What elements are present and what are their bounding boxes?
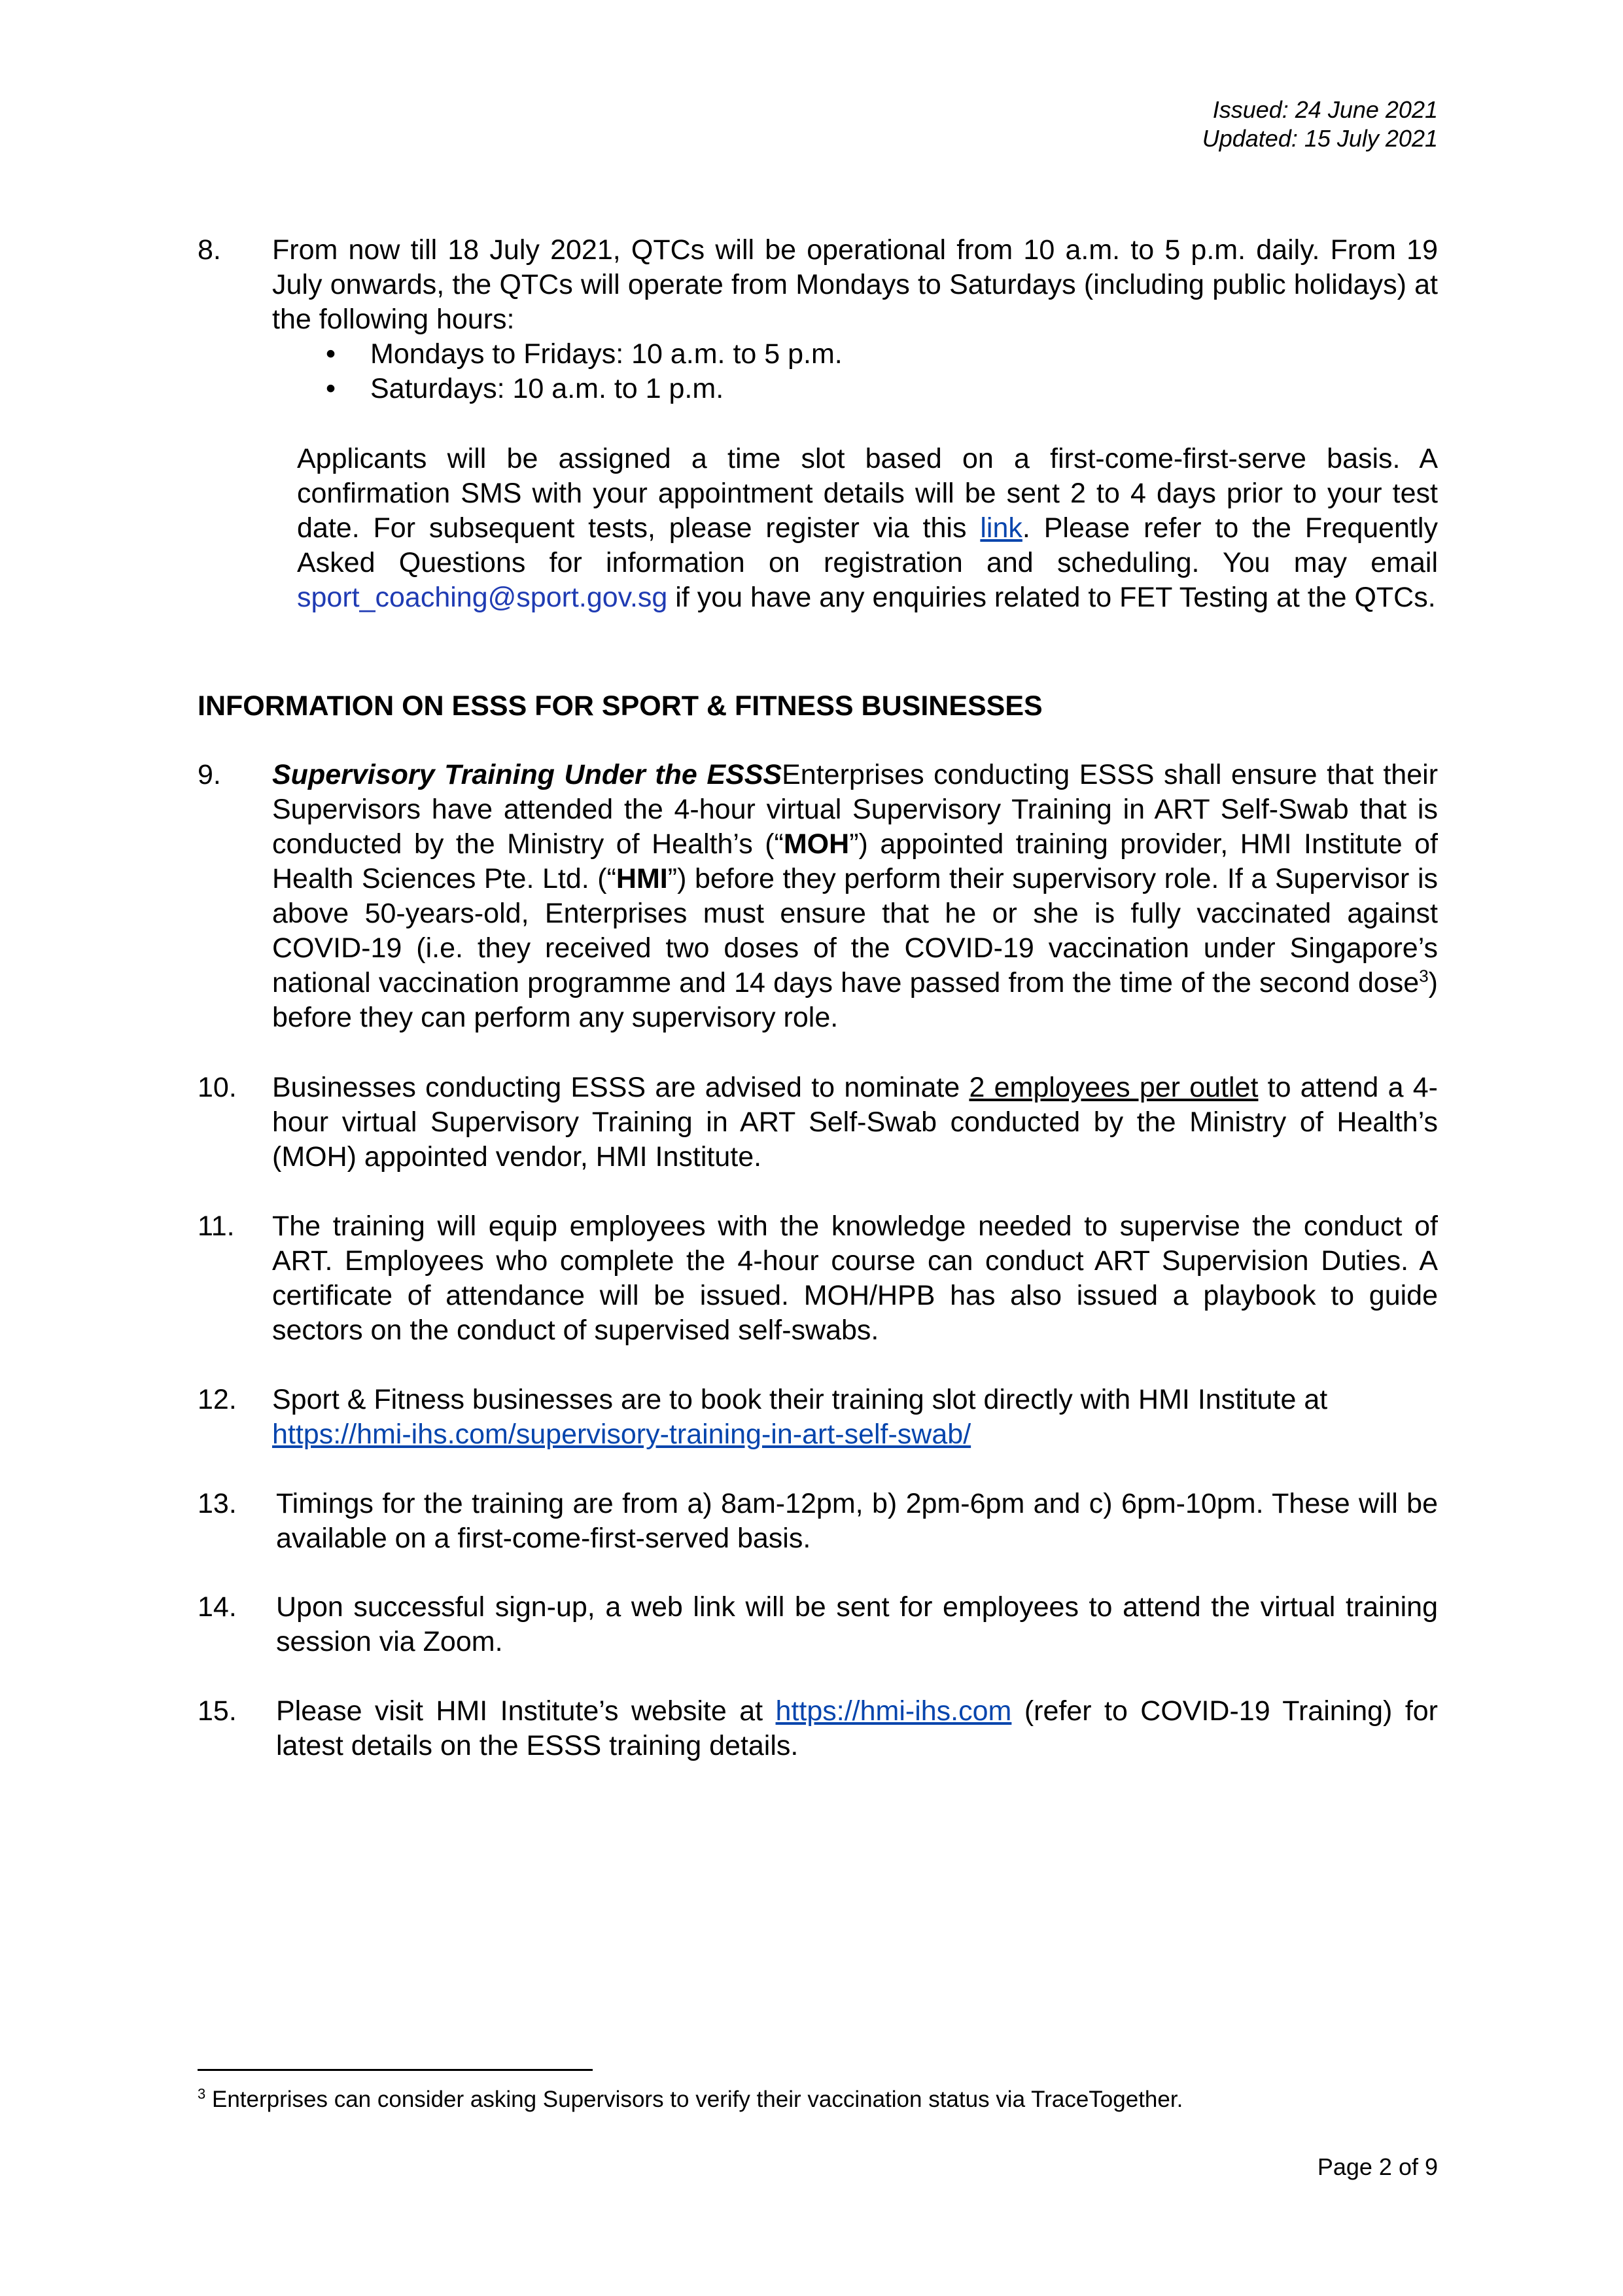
- paragraph-body: Please visit HMI Institute’s website at https://hmi-ihs.com (refer to COVID-19 Training) for latest details on the ESSS training details.: [276, 1695, 1438, 1761]
- paragraph-body: Sport & Fitness businesses are to book their training slot directly with HMI Institute at https://hmi-ihs.com/supervisory-training-in-art-self-swab/: [272, 1384, 1328, 1450]
- bullet-icon: •: [326, 338, 336, 370]
- paragraph-body: Businesses conducting ESSS are advised to nominate 2 employees per outlet to attend a 4-hour virtual Supervisory Training in ART Self-Swab conducted by the Ministry of Health’s (MOH) appointed vendor, HMI Institute.: [272, 1072, 1438, 1173]
- footnote-reference: 3: [1419, 966, 1429, 986]
- paragraph-body: Supervisory Training Under the ESSSEnterprises conducting ESSS shall ensure that their Supervisors have attended the 4-hour virtual Supervisory Training in ART Self-Swab that is conducted by the Ministry of Health’s (“MOH”) appointed training provider, HMI Institute of Health Sciences Pte. Ltd. (“HMI”) before they perform their supervisory role. If a Supervisor is above 50-years-old, Enterprises must ensure that he or she is fully vaccinated against COVID-19 (i.e. they received two doses of the COVID-19 vaccination under Singapore’s national vaccination programme and 14 days have passed from the time of the second dose$^3$) before they can perform any supervisory role.: [272, 759, 1439, 1033]
- paragraph-number: 8.: [198, 234, 221, 266]
- footnote-divider: [198, 2069, 593, 2071]
- paragraph-number: 14.: [198, 1591, 237, 1623]
- paragraph-8-details: Applicants will be assigned a time slot based on a first-come-first-serve basis. A confirmation SMS with your appointment details will be sent 2 to 4 days prior to your test date. For subsequent tests, please register via this link. Please refer to the Frequently Asked Questions for information on registration and scheduling. You may email sport_coaching@sport.gov.sg if you have any enquiries related to FET Testing at the QTCs.: [297, 443, 1438, 613]
- register-link[interactable]: link: [980, 512, 1022, 544]
- page-header: [1202, 96, 1438, 153]
- footnote-number: 3: [198, 2085, 206, 2102]
- paragraph-body: Timings for the training are from a) 8am-12pm, b) 2pm-6pm and c) 6pm-10pm. These will be available on a first-come-first-served basis.: [276, 1488, 1438, 1554]
- footnote: [198, 2086, 1183, 2113]
- paragraph-body: [272, 233, 1438, 406]
- bullet-icon: •: [326, 373, 336, 404]
- paragraph-text: From now till 18 July 2021, QTCs will be operational from 10 a.m. to 5 p.m. daily. From 19 July onwards, the QTCs will operate from Mondays to Saturdays (including public holidays) at the following hours:: [272, 234, 1438, 335]
- footnote-text: Enterprises can consider asking Supervisors to verify their vaccination status via TraceTogether.: [205, 2087, 1183, 2112]
- paragraph-title: Supervisory Training Under the ESSS: [272, 759, 782, 790]
- updated-date: Updated: 15 July 2021: [1202, 125, 1438, 152]
- page-number: Page 2 of 9: [1317, 2153, 1438, 2180]
- underlined-text: 2 employees per outlet: [969, 1072, 1259, 1103]
- paragraph-number: 13.: [198, 1488, 237, 1519]
- issued-date: Issued: 24 June 2021: [1212, 96, 1438, 123]
- contact-email[interactable]: sport_coaching@sport.gov.sg: [297, 582, 668, 613]
- paragraph-number: 10.: [198, 1072, 237, 1103]
- hmi-website-link[interactable]: https://hmi-ihs.com: [775, 1695, 1012, 1727]
- list-item: • Mondays to Fridays: 10 a.m. to 5 p.m.: [272, 337, 1438, 372]
- paragraph-body: Upon successful sign-up, a web link will be sent for employees to attend the virtual training session via Zoom.: [276, 1591, 1438, 1657]
- section-heading: INFORMATION ON ESSS FOR SPORT & FITNESS BUSINESSES: [198, 690, 1043, 722]
- paragraph-number: 9.: [198, 759, 221, 790]
- training-link[interactable]: https://hmi-ihs.com/supervisory-training-in-art-self-swab/: [272, 1419, 971, 1450]
- paragraph-number: 12.: [198, 1384, 237, 1415]
- list-item: • Saturdays: 10 a.m. to 1 p.m.: [272, 372, 1438, 406]
- paragraph-number: 15.: [198, 1695, 237, 1727]
- hours-list: [272, 337, 1438, 406]
- paragraph-number: 11.: [198, 1210, 235, 1242]
- paragraph-body: The training will equip employees with the knowledge needed to supervise the conduct of ART. Employees who complete the 4-hour course can conduct ART Supervision Duties. A certificate of attendance will be issued. MOH/HPB has also issued a playbook to guide sectors on the conduct of supervised self-swabs.: [272, 1210, 1438, 1346]
